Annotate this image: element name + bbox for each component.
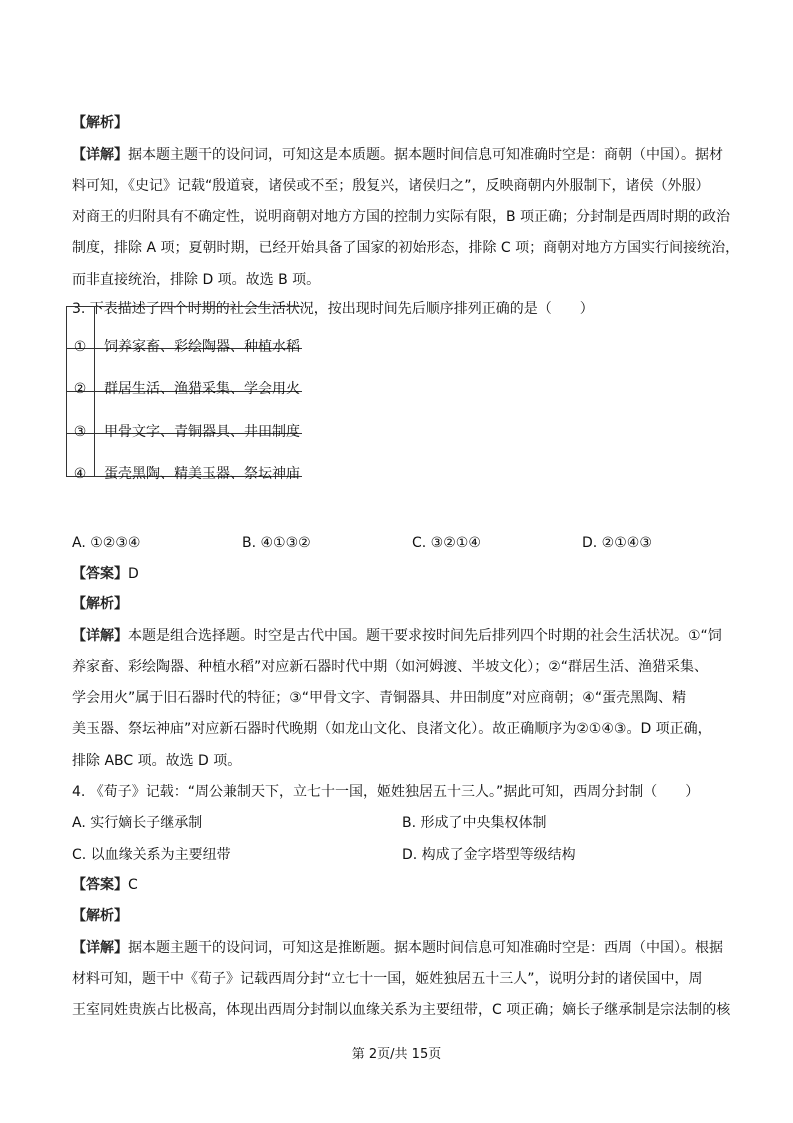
table-row-num: ②	[73, 381, 87, 397]
explanation-line: 【详解】据本题主题干的设问词，可知这是推断题。据本题时间信息可知准确时空是：西周（中国）。根据	[72, 940, 723, 956]
table-row-text: 蛋壳黑陶、精美玉器、祭坛神庙	[104, 466, 300, 482]
explanation-line: 制度，排除 A 项；夏朝时期，已经开始具备了国家的初始形态，排除 C 项；商朝对地方方国实行间接统治，	[72, 240, 740, 256]
table-row-text: 饲养家畜、彩绘陶器、种植水稻	[104, 339, 300, 355]
explanation-line: 【详解】本题是组合选择题。时空是古代中国。题干要求按时间先后排列四个时期的社会生活状况。①“饲	[72, 628, 722, 644]
explanation-line: 美玉器、祭坛神庙”对应新石器时代晚期（如龙山文化、良渚文化）。故正确顺序为②①④③。D 项正确，	[72, 721, 712, 737]
explanation-line: 【详解】据本题主题干的设问词，可知这是本质题。据本题时间信息可知准确时空是：商朝（中国）。据材	[72, 147, 723, 163]
explanation-line: 排除 ABC 项。故选 D 项。	[72, 753, 242, 769]
question-3-table	[66, 306, 302, 482]
table-row-num: ①	[73, 339, 87, 355]
option-c: C. ③②①④	[412, 535, 481, 551]
option-d: D. 构成了金字塔型等级结构	[402, 847, 576, 863]
option-d: D. ②①④③	[582, 535, 652, 551]
question-3: 3. 下表描述了四个时期的社会生活状况，按出现时间先后顺序排列正确的是（ ）	[72, 301, 594, 317]
table-row-num: ④	[73, 466, 87, 482]
option-a: A. ①②③④	[72, 535, 141, 551]
analysis-heading: 【解析】	[72, 908, 128, 924]
explanation-line: 对商王的归附具有不确定性，说明商朝对地方方国的控制力实际有限，B 项正确；分封制是西周时期的政治	[72, 209, 731, 225]
explanation-line: 材料可知，题干中《荀子》记载西周分封“立七十一国，姬姓独居五十三人”，说明分封的诸侯国中，周	[72, 971, 703, 987]
option-b: B. 形成了中央集权体制	[402, 815, 547, 831]
analysis-heading: 【解析】	[72, 596, 128, 612]
analysis-heading: 【解析】	[72, 115, 128, 131]
table-row-text: 群居生活、渔猎采集、学会用火	[104, 381, 300, 397]
explanation-line: 料可知，《史记》记载“殷道衰，诸侯或不至；殷复兴，诸侯归之”，反映商朝内外服制下，诸侯（外服）	[72, 178, 710, 194]
table-row-text: 甲骨文字、青铜器具、井田制度	[104, 424, 300, 440]
answer-line: 【答案】C	[72, 877, 138, 893]
option-b: B. ④①③②	[242, 535, 311, 551]
page-footer: 第 2页/共 15页	[351, 1047, 442, 1062]
question-4: 4. 《荀子》记载：“周公兼制天下，立七十一国，姬姓独居五十三人。”据此可知，西周分封制（ ）	[72, 784, 700, 800]
answer-line: 【答案】D	[72, 566, 139, 582]
explanation-line: 王室同姓贵族占比极高，体现出西周分封制以血缘关系为主要纽带，C 项正确；嫡长子继承制是宗法制的核	[72, 1002, 731, 1018]
explanation-line: 而非直接统治，排除 D 项。故选 B 项。	[72, 272, 321, 288]
explanation-line: 学会用火”属于旧石器时代的特征；③“甲骨文字、青铜器具、井田制度”对应商朝；④“蛋壳黑陶、精	[72, 690, 687, 706]
table-row-num: ③	[73, 424, 87, 440]
explanation-line: 养家畜、彩绘陶器、种植水稻”对应新石器时代中期（如河姆渡、半坡文化）；②“群居生活、渔猎采集、	[72, 659, 709, 675]
option-c: C. 以血缘关系为主要纽带	[72, 847, 231, 863]
option-a: A. 实行嫡长子继承制	[72, 815, 203, 831]
